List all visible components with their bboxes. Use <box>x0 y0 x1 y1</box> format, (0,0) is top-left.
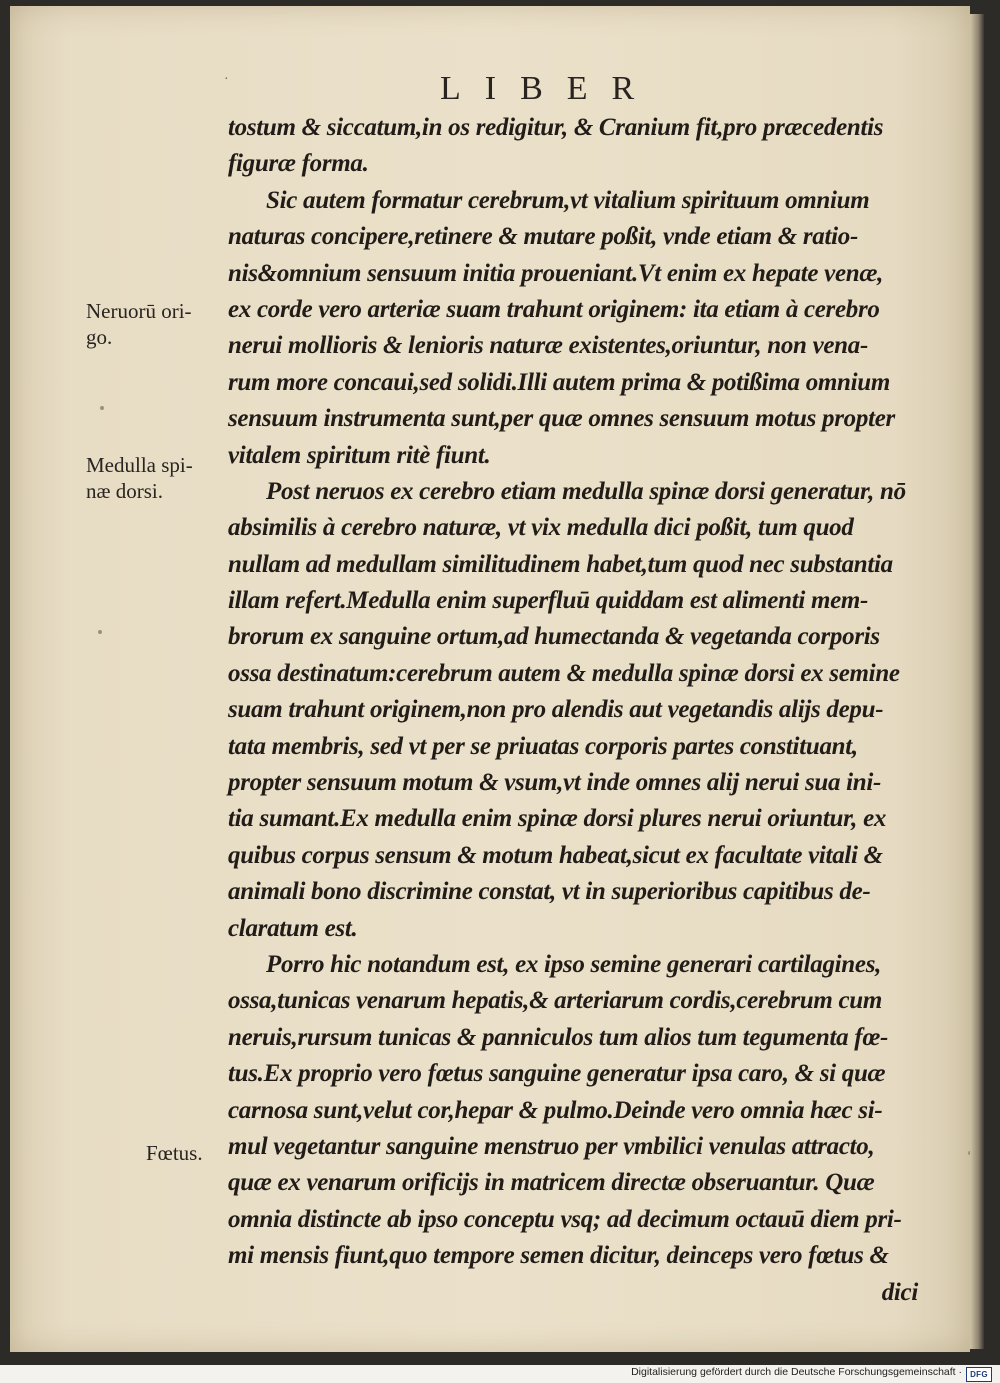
text-line: claratum est. <box>228 914 358 942</box>
text-line: ossa,tunicas venarum hepatis,& arteriarum cordis,cerebrum cum <box>228 987 882 1015</box>
text-line: nis&omnium sensuum initia proueniant.Vt enim ex hepate venæ, <box>228 259 884 287</box>
margin-note-line: Medulla spi- <box>86 453 193 477</box>
margin-note-nerves <box>86 298 192 350</box>
text-line: tostum & siccatum,in os redigitur, & Cranium fit,pro præcedentis <box>228 114 884 141</box>
text-line: propter sensuum motum & vsum,vt inde omnes alij nerui sua ini- <box>228 769 882 797</box>
text-line: carnosa sunt,velut cor,hepar & pulmo.Deinde vero omnia hæc si- <box>228 1096 883 1124</box>
catchword: dici <box>881 1278 918 1306</box>
text-line: sensuum instrumenta sunt,per quæ omnes sensuum motus propter <box>228 405 895 433</box>
text-line: tus.Ex proprio vero fœtus sanguine generatur ipsa caro, & si quæ <box>228 1060 886 1088</box>
text-line: ossa destinatum:cerebrum autem & medulla spinæ dorsi ex semine <box>228 659 900 687</box>
text-line: rum more concaui,sed solidi.Illi autem prima & potißima omnium <box>228 368 891 396</box>
text-line: quibus corpus sensum & motum habeat,sicut ex facultate vitali & <box>228 841 883 869</box>
text-line: vitalem spiritum ritè fiunt. <box>228 441 491 469</box>
text-line: illam refert.Medulla enim superfluū quiddam est alimenti mem- <box>228 587 869 615</box>
text-line: neruis,rursum tunicas & panniculos tum alios tum tegumenta fœ- <box>228 1023 889 1051</box>
page-edge-shadow <box>970 14 984 1349</box>
text-line: Porro hic notandum est, ex ipso semine generari cartilagines, <box>266 950 882 978</box>
margin-note-line: næ dorsi. <box>86 479 164 503</box>
text-line: animali bono discrimine constat, vt in superioribus capitibus de- <box>228 878 871 906</box>
text-line: mul vegetantur sanguine menstruo per vmbilici venulas attracto, <box>228 1132 875 1160</box>
text-line: mi mensis fiunt,quo tempore semen dicitur, deinceps vero fœtus & <box>228 1242 889 1270</box>
text-line: omnia distincte ab ipso conceptu vsq; ad decimum octauū diem pri- <box>228 1205 902 1233</box>
text-line: figuræ forma. <box>228 150 369 178</box>
body-text <box>228 110 918 1311</box>
text-line: absimilis à cerebro naturæ, vt vix medulla dici poßit, tum quod <box>228 514 854 542</box>
text-line: tata membris, sed vt per se priuatas corporis partes constituant, <box>228 732 858 760</box>
margin-note-line: Neruorū ori- <box>86 299 192 323</box>
text-line: nerui mollioris & lenioris naturæ existentes,oriuntur, non vena- <box>228 332 868 360</box>
text-line: nullam ad medullam similitudinem habet,tum quod nec substantia <box>228 550 893 578</box>
text-line: suam trahunt originem,non pro alendis aut vegetandis alijs depu- <box>228 696 884 724</box>
margin-note-line: go. <box>86 325 113 349</box>
text-line: tia sumant.Ex medulla enim spinæ dorsi plures nerui oriuntur, ex <box>228 805 887 833</box>
paper-stain <box>98 630 102 634</box>
dfg-logo: DFG <box>966 1367 992 1382</box>
text-line: brorum ex sanguine ortum,ad humectanda & vegetanda corporis <box>228 623 880 651</box>
running-head: LIBER <box>440 70 659 107</box>
text-line: naturas concipere,retinere & mutare poßit, vnde etiam & ratio- <box>228 223 858 251</box>
margin-note-medulla <box>86 452 193 504</box>
text-line: ex corde vero arteriæ suam trahunt originem: ita etiam à cerebro <box>228 295 880 323</box>
text-line: quæ ex venarum orificijs in matricem directæ obseruantur. Quæ <box>228 1169 875 1197</box>
margin-note-foetus <box>146 1140 203 1166</box>
text-line: Sic autem formatur cerebrum,vt vitalium spirituum omnium <box>266 186 870 214</box>
paper-stain <box>100 406 104 410</box>
page-corner-mark: · <box>224 72 229 87</box>
margin-note-line: Fœtus. <box>146 1141 203 1165</box>
text-line: Post neruos ex cerebro etiam medulla spinæ dorsi generatur, nō <box>266 477 906 505</box>
footer-credit: Digitalisierung gefördert durch die Deutsche Forschungsgemeinschaft · <box>631 1366 962 1378</box>
